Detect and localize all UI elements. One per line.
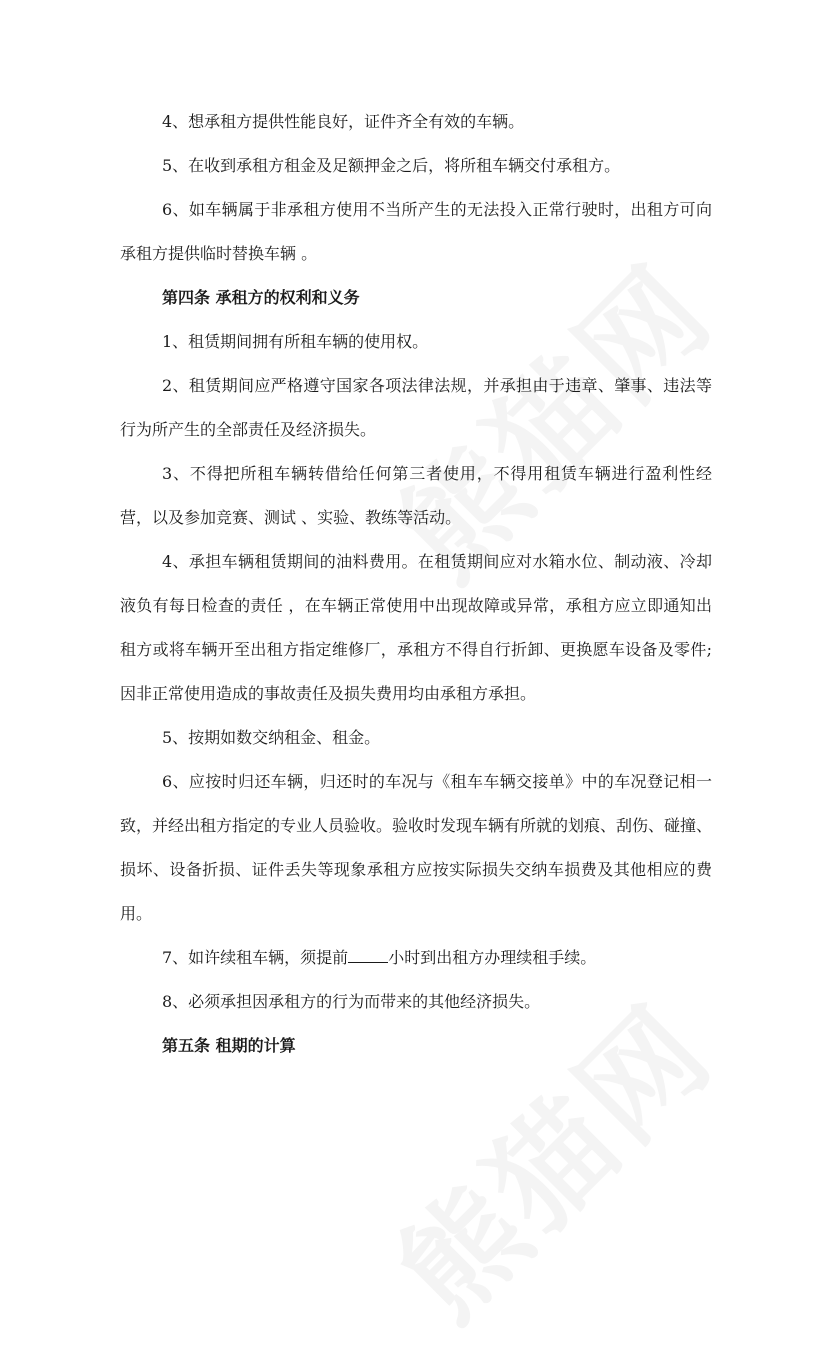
clause-item-renewal	[120, 936, 712, 980]
clause-item: 4、想承租方提供性能良好，证件齐全有效的车辆。	[162, 112, 525, 131]
section-heading: 第四条 承租方的权利和义务	[162, 288, 360, 307]
clause-item: 3、不得把所租车辆转借给任何第三者使用，不得用租赁车辆进行盈利性经营，以及参加竞赛、测试 、实验、教练等活动。	[120, 464, 712, 527]
clause-item: 2、租赁期间应严格遵守国家各项法律法规，并承担由于违章、肇事、违法等行为所产生的全部责任及经济损失。	[120, 376, 712, 439]
renewal-text-after: 小时到出租方办理续租手续。	[388, 948, 597, 967]
clause-item: 6、应按时归还车辆，归还时的车况与《租车车辆交接单》中的车况登记相一致，并经出租方指定的专业人员验收。验收时发现车辆有所就的划痕、刮伤、碰撞、损坏、设备折损、证件丢失等现象承租方应按实际损失交纳车损费及其他相应的费用。	[120, 772, 713, 923]
clause-item: 4、承担车辆租赁期间的油料费用。在租赁期间应对水箱水位、制动液、冷却液负有每日检查的责任 ，在车辆正常使用中出现故障或异常，承租方应立即通知出租方或将车辆开至出租方指定维修厂，承租方不得自行折卸、更换愿车设备及零件;因非正常使用造成的事故责任及损失费用均由承租方承担。	[120, 552, 712, 703]
renewal-hours-blank	[348, 962, 388, 963]
clause-item: 8、必须承担因承租方的行为而带来的其他经济损失。	[162, 992, 541, 1011]
clause-item: 6、如车辆属于非承租方使用不当所产生的无法投入正常行驶时，出租方可向承租方提供临时替换车辆 。	[120, 200, 712, 263]
clause-item: 1、租赁期间拥有所租车辆的使用权。	[162, 332, 429, 351]
document-body	[120, 100, 712, 1068]
section-heading: 第五条 租期的计算	[162, 1036, 296, 1055]
renewal-text-before: 7、如许续租车辆，须提前	[162, 948, 349, 967]
clause-item: 5、按期如数交纳租金、租金。	[162, 728, 381, 747]
clause-item: 5、在收到承租方租金及足额押金之后，将所租车辆交付承租方。	[162, 156, 621, 175]
